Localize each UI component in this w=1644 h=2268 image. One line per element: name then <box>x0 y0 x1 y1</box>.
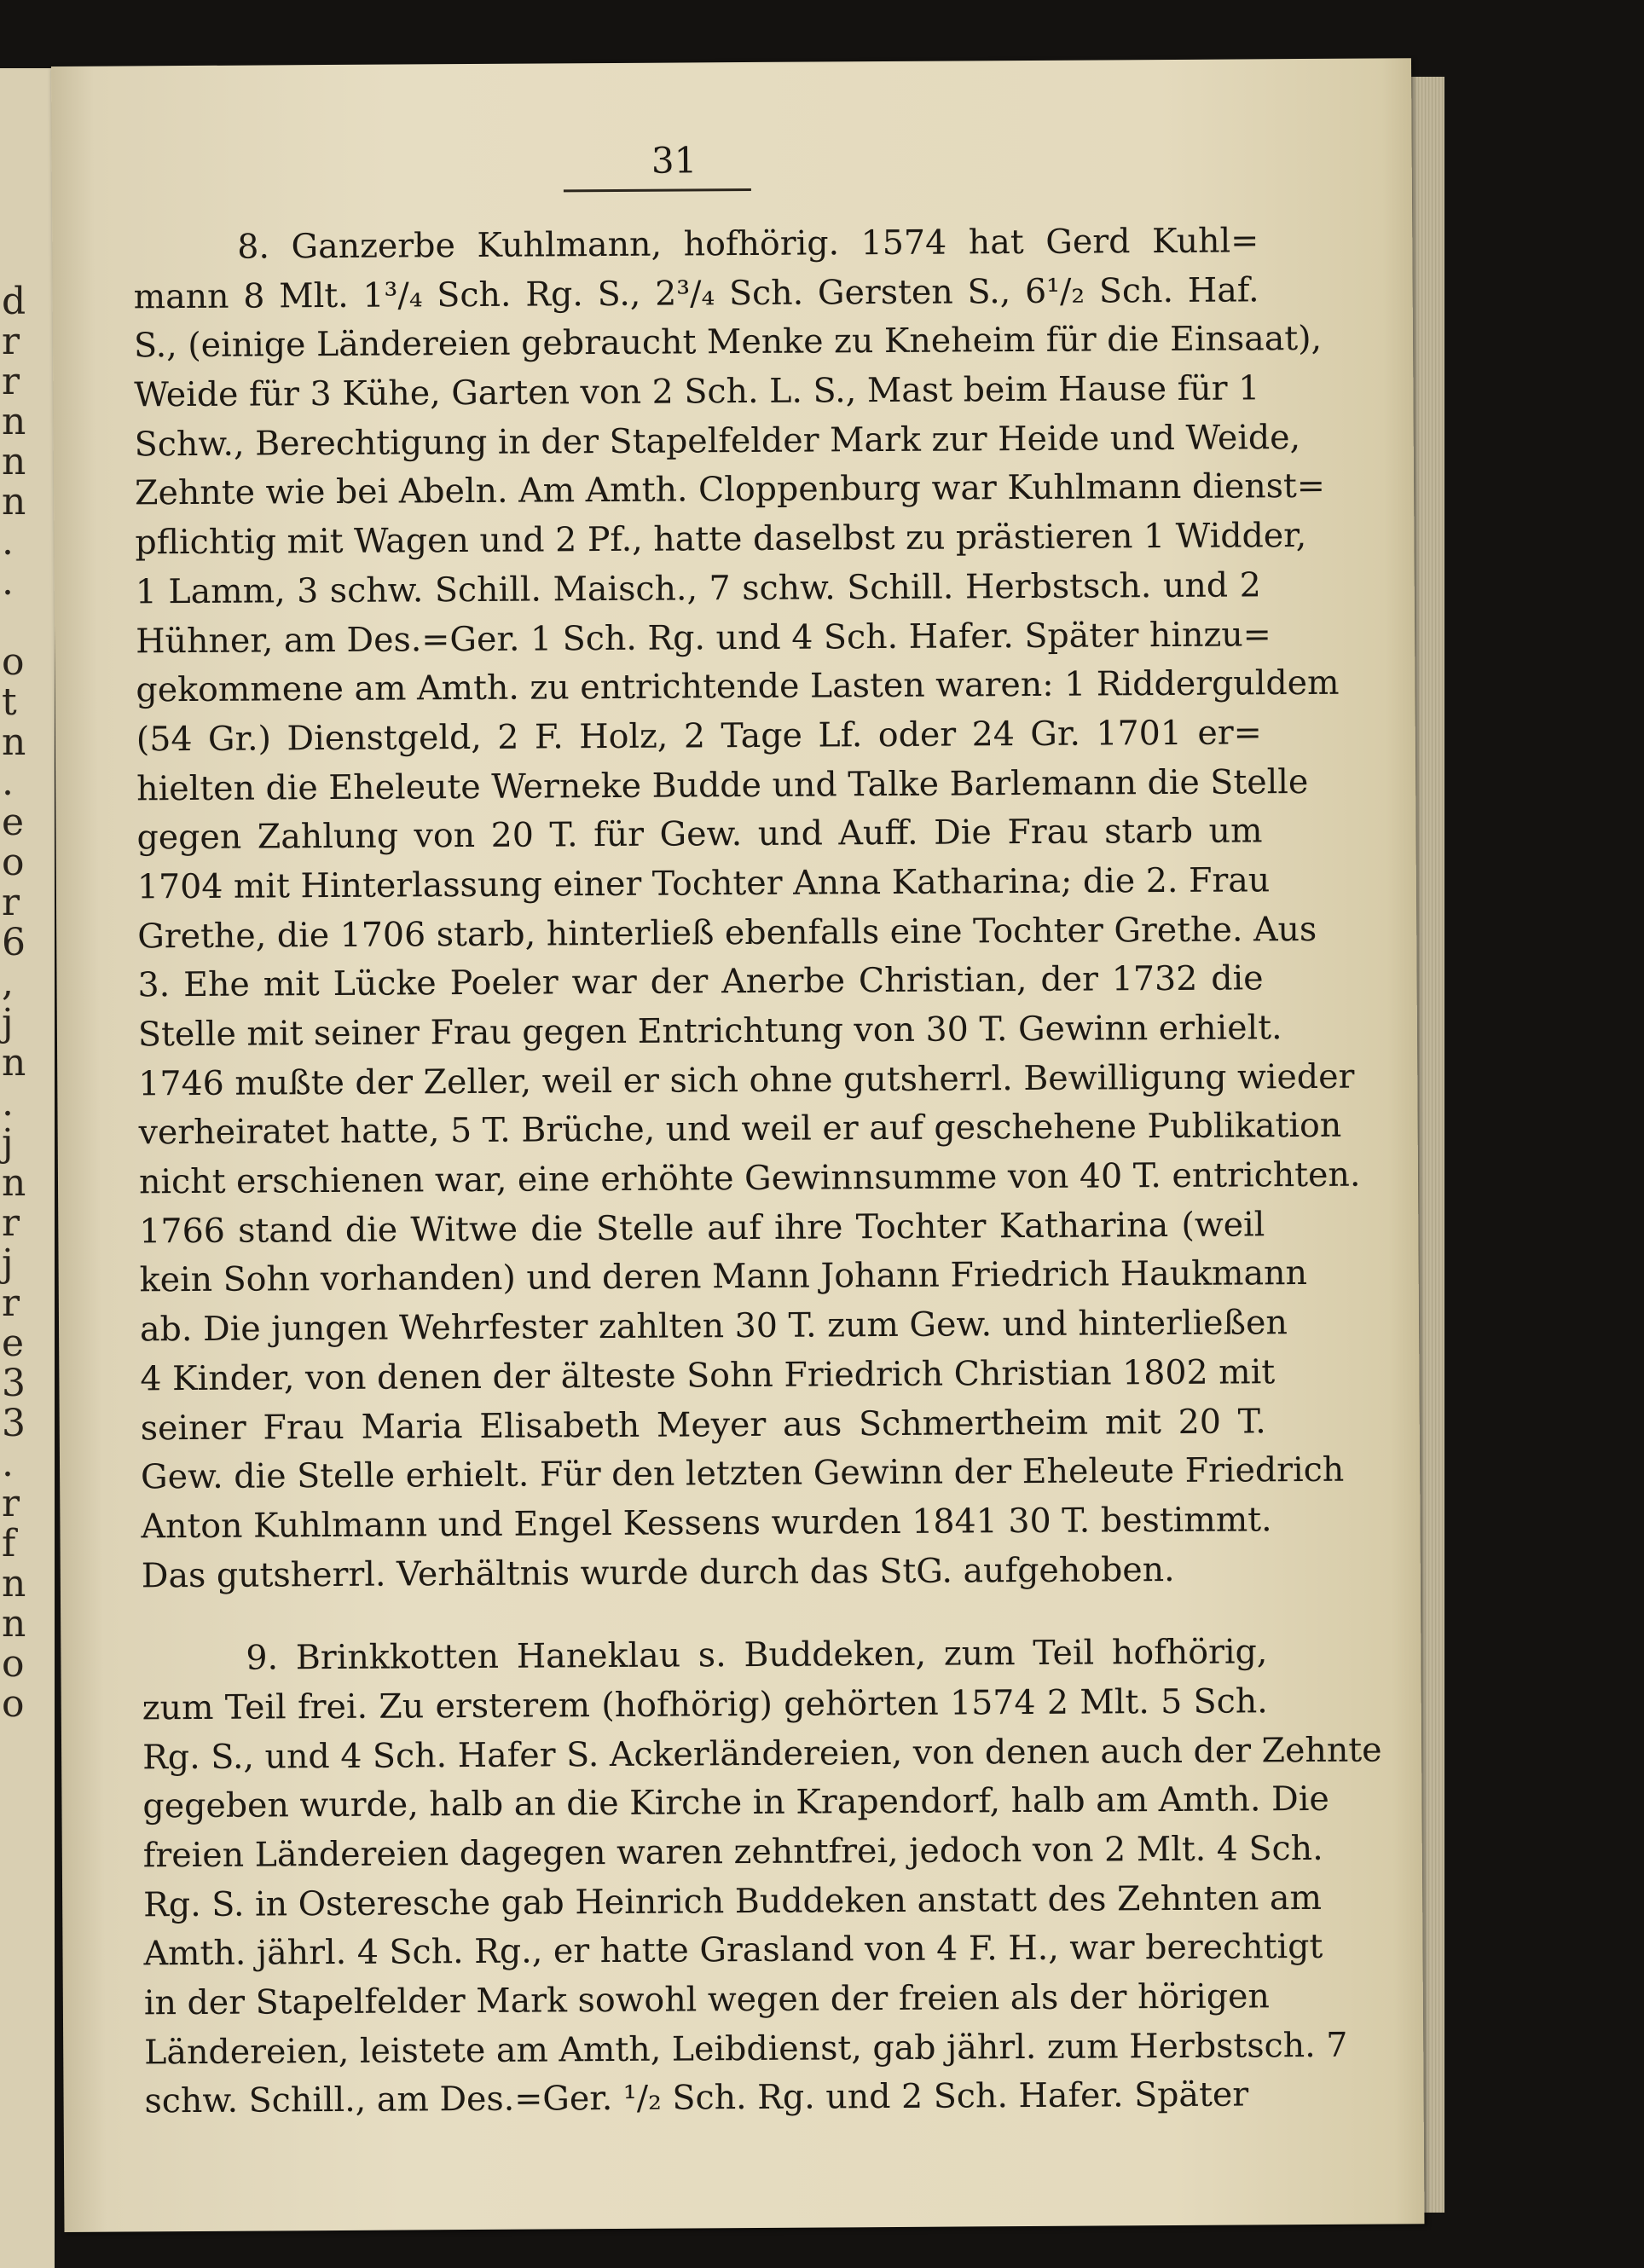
left-page-glyph: r <box>2 360 20 403</box>
left-page-glyph: 3 <box>2 1362 26 1405</box>
left-page-glyph: , <box>2 961 14 1004</box>
left-page-glyphs <box>0 281 27 1731</box>
left-page-glyph: r <box>2 1482 20 1525</box>
text-line: 8. Ganzerbe Kuhlmann, hofhörig. 1574 hat Gerd Kuhl= <box>237 221 1259 267</box>
left-page-glyph: . <box>2 520 14 564</box>
left-page-glyph: n <box>2 720 26 764</box>
left-page-glyph: n <box>2 400 26 443</box>
left-page-edge <box>0 68 55 2268</box>
text-line: Amth. jährl. 4 Sch. Rg., er hatte Grasland von 4 F. H., war berechtigt <box>143 1927 1323 1974</box>
left-page-glyph: n <box>2 1161 26 1205</box>
book-page <box>51 58 1424 2232</box>
left-page-glyph: r <box>2 881 20 924</box>
left-page-glyph: r <box>2 1282 20 1325</box>
text-line: 1704 mit Hinterlassung einer Tochter Anna Katharina; die 2. Frau <box>136 860 1271 907</box>
text-line: Rg. S., und 4 Sch. Hafer S. Ackerländereien, von denen auch der Zehnte <box>142 1730 1382 1778</box>
text-line: 1766 stand die Witwe die Stelle auf ihre Tochter Katharina (weil <box>139 1205 1265 1252</box>
page-number: 31 <box>651 139 698 182</box>
text-line: 4 Kinder, von denen der älteste Sohn Friedrich Christian 1802 mit <box>140 1352 1276 1399</box>
left-page-glyph: e <box>2 801 25 844</box>
entry-8-paragraph <box>133 217 1361 1600</box>
text-line: kein Sohn vorhanden) und deren Mann Johann Friedrich Haukmann <box>139 1253 1308 1300</box>
header-rule <box>564 188 751 192</box>
text-line: zum Teil frei. Zu ersterem (hofhörig) gehörten 1574 2 Mlt. 5 Sch. <box>142 1681 1268 1728</box>
left-page-glyph: . <box>2 1442 14 1485</box>
text-line: Schw., Berechtigung in der Stapelfelder Mark zur Heide und Weide, <box>134 417 1301 465</box>
text-line: 3. Ehe mit Lücke Poeler war der Anerbe Christian, der 1732 die <box>137 958 1264 1005</box>
left-page-glyph: . <box>2 761 14 804</box>
text-line: 9. Brinkkotten Haneklau s. Buddeken, zum Teil hofhörig, <box>246 1632 1268 1678</box>
left-page-glyph <box>2 602 27 642</box>
text-line: Ländereien, leistete am Amth, Leibdienst, gab jährl. zum Herbstsch. 7 <box>144 2025 1348 2073</box>
left-page-glyph: r <box>2 1201 20 1245</box>
text-line: Gew. die Stelle erhielt. Für den letzten Gewinn der Eheleute Friedrich <box>140 1449 1345 1497</box>
left-page-glyph: n <box>2 480 26 524</box>
left-page-glyph: j <box>2 1121 14 1165</box>
left-page-glyph: o <box>2 640 25 684</box>
left-page-glyph: j <box>2 1001 14 1044</box>
text-line: Anton Kuhlmann und Engel Kessens wurden 1841 30 T. bestimmt. <box>141 1500 1272 1547</box>
left-page-glyph: 3 <box>2 1402 26 1445</box>
left-page-glyph: j <box>2 1241 14 1285</box>
left-page-glyph: n <box>2 1602 26 1646</box>
text-line: gegen Zahlung von 20 T. für Gew. und Auff. Die Frau starb um <box>136 811 1263 858</box>
left-page-glyph: t <box>2 680 17 724</box>
text-line: hielten die Eheleute Werneke Budde und Talke Barlemann die Stelle <box>136 761 1309 808</box>
text-line: Das gutsherrl. Verhältnis wurde durch das StG. aufgehoben. <box>141 1549 1175 1595</box>
left-page-glyph: 6 <box>2 921 26 964</box>
text-line: ab. Die jungen Wehrfester zahlten 30 T. zum Gew. und hinterließen <box>139 1303 1288 1350</box>
left-page-glyph: n <box>2 1041 26 1085</box>
left-page-glyph: n <box>2 1562 26 1606</box>
text-line: mann 8 Mlt. 1³/₄ Sch. Rg. S., 2³/₄ Sch. Gersten S., 6¹/₂ Sch. Haf. <box>133 270 1259 317</box>
text-line: gekommene am Amth. zu entrichtende Lasten waren: 1 Ridderguldem <box>136 662 1340 710</box>
left-page-glyph: o <box>2 1682 25 1726</box>
left-page-glyph: . <box>2 560 14 604</box>
text-line: Zehnte wie bei Abeln. Am Amth. Cloppenburg war Kuhlmann dienst= <box>134 466 1326 513</box>
left-page-glyph: f <box>2 1522 16 1565</box>
text-line: nicht erschienen war, eine erhöhte Gewinnsumme von 40 T. entrichten. <box>138 1154 1361 1202</box>
text-line: verheiratet hatte, 5 T. Brüche, und weil er auf geschehene Publikation <box>138 1106 1342 1153</box>
left-page-glyph: o <box>2 1642 25 1686</box>
text-line: Grethe, die 1706 starb, hinterließ ebenfalls eine Tochter Grethe. Aus <box>137 909 1317 957</box>
text-line: Stelle mit seiner Frau gegen Entrichtung von 30 T. Gewinn erhielt. <box>137 1008 1282 1055</box>
left-page-glyph: o <box>2 841 25 884</box>
entry-9-paragraph <box>142 1629 1382 2127</box>
text-line: in der Stapelfelder Mark sowohl wegen der freien als der hörigen <box>143 1976 1270 2023</box>
left-page-glyph: r <box>2 320 20 363</box>
text-line: 1 Lamm, 3 schw. Schill. Maisch., 7 schw. Schill. Herbstsch. und 2 <box>135 565 1261 612</box>
left-page-glyph: d <box>2 280 26 323</box>
page-body <box>133 217 1382 2126</box>
text-line: Weide für 3 Kühe, Garten von 2 Sch. L. S., Mast beim Hause für 1 <box>134 368 1260 415</box>
text-line: Hühner, am Des.=Ger. 1 Sch. Rg. und 4 Sch. Hafer. Später hinzu= <box>135 614 1271 661</box>
text-line: (54 Gr.) Dienstgeld, 2 F. Holz, 2 Tage Lf. oder 24 Gr. 1701 er= <box>136 713 1262 760</box>
text-line: freien Ländereien dagegen waren zehntfrei, jedoch von 2 Mlt. 4 Sch. <box>142 1828 1323 1876</box>
text-line: 1746 mußte der Zeller, weil er sich ohne gutsherrl. Bewilligung wieder <box>138 1056 1355 1104</box>
text-line: gegeben wurde, halb an die Kirche in Krapendorf, halb am Amth. Die <box>142 1779 1329 1826</box>
left-page-glyph: e <box>2 1322 25 1365</box>
text-line: schw. Schill., am Des.=Ger. ¹/₂ Sch. Rg. und 2 Sch. Hafer. Später <box>144 2074 1249 2121</box>
text-line: pflichtig mit Wagen und 2 Pf., hatte daselbst zu prästieren 1 Widder, <box>135 516 1307 563</box>
text-line: S., (einige Ländereien gebraucht Menke zu Kneheim für die Einsaat), <box>133 319 1323 366</box>
left-page-glyph: . <box>2 1081 14 1125</box>
text-line: seiner Frau Maria Elisabeth Meyer aus Schmertheim mit 20 T. <box>140 1401 1266 1448</box>
left-page-glyph: n <box>2 440 26 483</box>
text-line: Rg. S. in Ostereschе gab Heinrich Buddeken anstatt des Zehnten am <box>143 1877 1323 1925</box>
